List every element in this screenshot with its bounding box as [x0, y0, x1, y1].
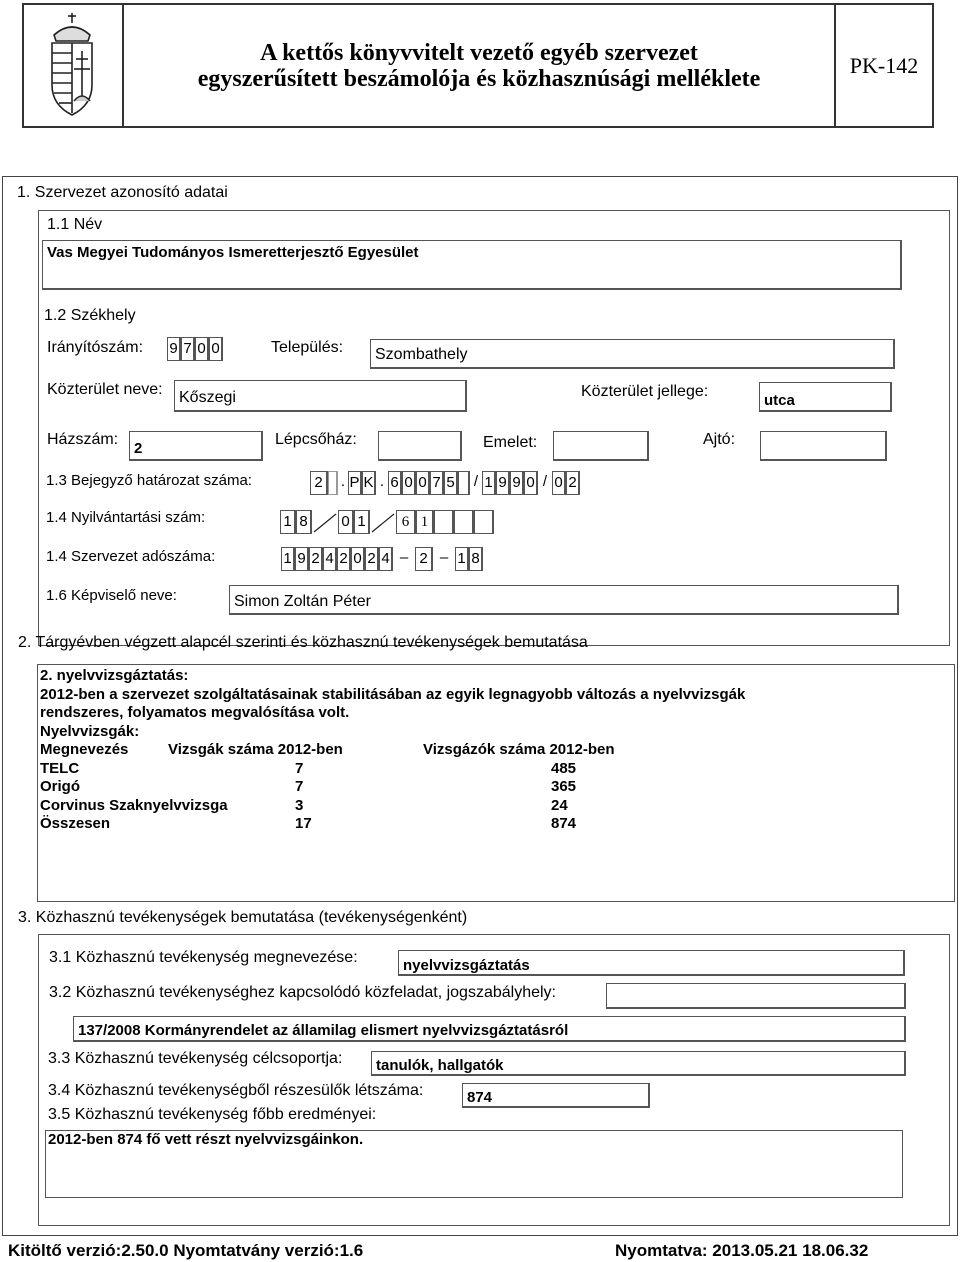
activity-name-field[interactable]: nyelvvizsgáztatás [398, 950, 905, 976]
activity-line: 2. nyelvvizsgáztatás: [40, 667, 189, 684]
tax-char: 4 [323, 547, 337, 571]
title-line-1: A kettős könyvvitelt vezető egyéb szervezet [260, 39, 698, 66]
tax-char: 2 [415, 547, 433, 571]
reg-slash-icon [312, 510, 338, 534]
decision-slash: / [542, 473, 548, 490]
door-field[interactable] [760, 431, 887, 461]
table-cell: 874 [551, 815, 577, 832]
target-group-field[interactable]: tanulók, hallgatók [371, 1051, 906, 1076]
decision-char: P [348, 471, 362, 495]
activity-line: rendszeres, folyamatos megvalósítása volt. [40, 704, 350, 721]
floor-label-text: Emelet: [483, 434, 538, 451]
table-cell: 7 [295, 759, 304, 777]
coat-of-arms-cell [24, 5, 124, 126]
table-cell: 485 [551, 759, 577, 777]
zip-digit: 0 [195, 337, 209, 361]
tax-char: 2 [309, 547, 323, 571]
decision-char: 7 [430, 471, 444, 495]
table-cell: 3 [295, 796, 304, 814]
decision-slash: / [473, 473, 479, 490]
decision-char: 5 [444, 471, 458, 495]
tax-char: 1 [455, 547, 469, 571]
name-label: 1.1 Név [47, 216, 103, 233]
tax-char: 0 [351, 547, 365, 571]
form-title [124, 5, 836, 126]
rep-label: 1.6 Képviselő neve: [46, 587, 177, 604]
table-cell: Origó [40, 778, 80, 795]
street-field[interactable]: Kőszegi [174, 380, 467, 412]
section-2-title: 2. Tárgyévben végzett alapcél szerinti és közhasznú tevékenységek bemutatása [18, 634, 588, 651]
decision-char: 1 [482, 471, 496, 495]
tax-label: 1.4 Szervezet adószáma: [46, 548, 216, 565]
stair-field[interactable] [378, 431, 462, 461]
reg-slash-icon [370, 510, 396, 534]
name-field[interactable]: Vas Megyei Tudományos Ismeretterjesztő Egyesület [42, 240, 902, 290]
results-label: 3.5 Közhasznú tevékenység főbb eredményei: [48, 1106, 377, 1123]
table-header: Vizsgák száma 2012-ben [168, 741, 343, 758]
beneficiaries-field[interactable]: 874 [462, 1083, 650, 1108]
street-type-field[interactable]: utca [759, 382, 892, 412]
table-row [40, 760, 614, 779]
rep-field[interactable]: Simon Zoltán Péter [229, 585, 899, 615]
activity-line: Nyelvvizsgák: [40, 722, 140, 740]
table-header: Vizsgázók száma 2012-ben [423, 741, 615, 758]
seat-label: 1.2 Székhely [44, 307, 136, 324]
zip-label: Irányítószám: [47, 339, 144, 356]
beneficiaries-label: 3.4 Közhasznú tevékenységből részesülők létszáma: [48, 1082, 424, 1099]
table-row [40, 797, 614, 816]
house-field[interactable]: 2 [129, 431, 263, 461]
section-3-title: 3. Közhasznú tevékenységek bemutatása (tevékenységenként) [18, 909, 468, 926]
coat-of-arms-icon [24, 5, 120, 126]
decision-char: 0 [552, 471, 566, 495]
reg-char: 6 [396, 510, 416, 534]
reg-label: 1.4 Nyilvántartási szám: [46, 509, 206, 526]
table-cell: Corvinus Szaknyelvvizsga [40, 796, 228, 814]
street-label: Közterület neve: [47, 381, 163, 398]
decision-dot: . [340, 473, 346, 490]
decision-char: 6 [388, 471, 402, 495]
reg-char [434, 510, 454, 534]
decision-char: 2 [310, 471, 328, 495]
zip-digit: 0 [209, 337, 223, 361]
decision-char: 0 [402, 471, 416, 495]
form-code: PK-142 [849, 52, 919, 78]
table-cell: 365 [551, 778, 577, 795]
table-row [40, 778, 614, 797]
city-label: Település: [271, 339, 344, 356]
tax-dash: – [439, 549, 449, 566]
floor-field[interactable] [553, 431, 649, 461]
section-1-title: 1. Szervezet azonosító adatai [17, 184, 228, 201]
reg-char [474, 510, 494, 534]
print-timestamp: Nyomtatva: 2013.05.21 18.06.32 [615, 1241, 869, 1260]
section-2-textarea[interactable] [37, 664, 955, 902]
table-header: Megnevezés [40, 741, 129, 758]
decision-dot: . [379, 473, 385, 490]
version-info: Kitöltő verzió:2.50.0 Nyomtatvány verzió:1.6 [8, 1241, 364, 1260]
reg-field[interactable] [280, 510, 494, 534]
reg-char: 0 [338, 510, 354, 534]
decision-label: 1.3 Bejegyző határozat száma: [46, 472, 252, 489]
decision-field[interactable] [310, 471, 580, 495]
form-header [22, 3, 934, 128]
tax-char: 9 [295, 547, 309, 571]
table-cell: TELC [40, 759, 80, 777]
reg-char: 1 [354, 510, 370, 534]
tax-char: 4 [379, 547, 393, 571]
exam-table [40, 741, 614, 834]
table-cell: 24 [551, 796, 568, 814]
table-cell-group [40, 797, 423, 816]
public-task-field-top[interactable] [606, 983, 906, 1009]
zip-digit: 7 [181, 337, 195, 361]
table-cell: 7 [295, 778, 304, 795]
tax-dash: – [399, 549, 409, 566]
decision-char-blank [328, 471, 338, 495]
tax-char: 2 [337, 547, 351, 571]
tax-char: 8 [469, 547, 483, 571]
reg-char: 1 [280, 510, 296, 534]
reg-char: 1 [416, 510, 434, 534]
tax-char: 2 [365, 547, 379, 571]
table-row [40, 815, 614, 834]
door-label: Ajtó: [703, 431, 736, 448]
decision-char: K [362, 471, 376, 495]
decision-char: 9 [510, 471, 524, 495]
house-label: Házszám: [47, 431, 119, 448]
city-field[interactable]: Szombathely [370, 339, 895, 369]
reg-char: 8 [296, 510, 312, 534]
decision-char: 0 [524, 471, 538, 495]
table-header-row [40, 741, 614, 760]
table-cell: 17 [295, 815, 312, 832]
stair-label: Lépcsőház: [275, 431, 357, 448]
public-task-field[interactable]: 137/2008 Kormányrendelet az államilag elismert nyelvvizsgáztatásról [73, 1016, 906, 1042]
tax-char: 1 [281, 547, 295, 571]
reg-char [454, 510, 474, 534]
activity-line: 2012-ben a szervezet szolgáltatásainak stabilitásában az egyik legnagyobb változás a nyelvvizsgák [40, 685, 746, 703]
public-task-label: 3.2 Közhasznú tevékenységhez kapcsolódó közfeladat, jogszabályhely: [49, 984, 556, 1001]
decision-char: 9 [496, 471, 510, 495]
decision-char: 0 [416, 471, 430, 495]
target-group-label: 3.3 Közhasznú tevékenység célcsoportja: [48, 1050, 343, 1067]
tax-field[interactable] [281, 547, 483, 571]
decision-char-blank [458, 471, 470, 495]
decision-char: 2 [566, 471, 580, 495]
results-textarea[interactable] [45, 1130, 903, 1198]
results-text: 2012-ben 874 fő vett részt nyelvvizsgáinkon. [48, 1131, 364, 1148]
zip-field[interactable] [167, 337, 223, 361]
street-type-label: Közterület jellege: [581, 383, 709, 400]
activity-name-label: 3.1 Közhasznú tevékenység megnevezése: [49, 949, 358, 966]
title-line-2: egyszerűsített beszámolója és közhasznúsági melléklete [197, 65, 761, 92]
table-cell: Összesen [40, 815, 111, 832]
zip-digit: 9 [167, 337, 181, 361]
